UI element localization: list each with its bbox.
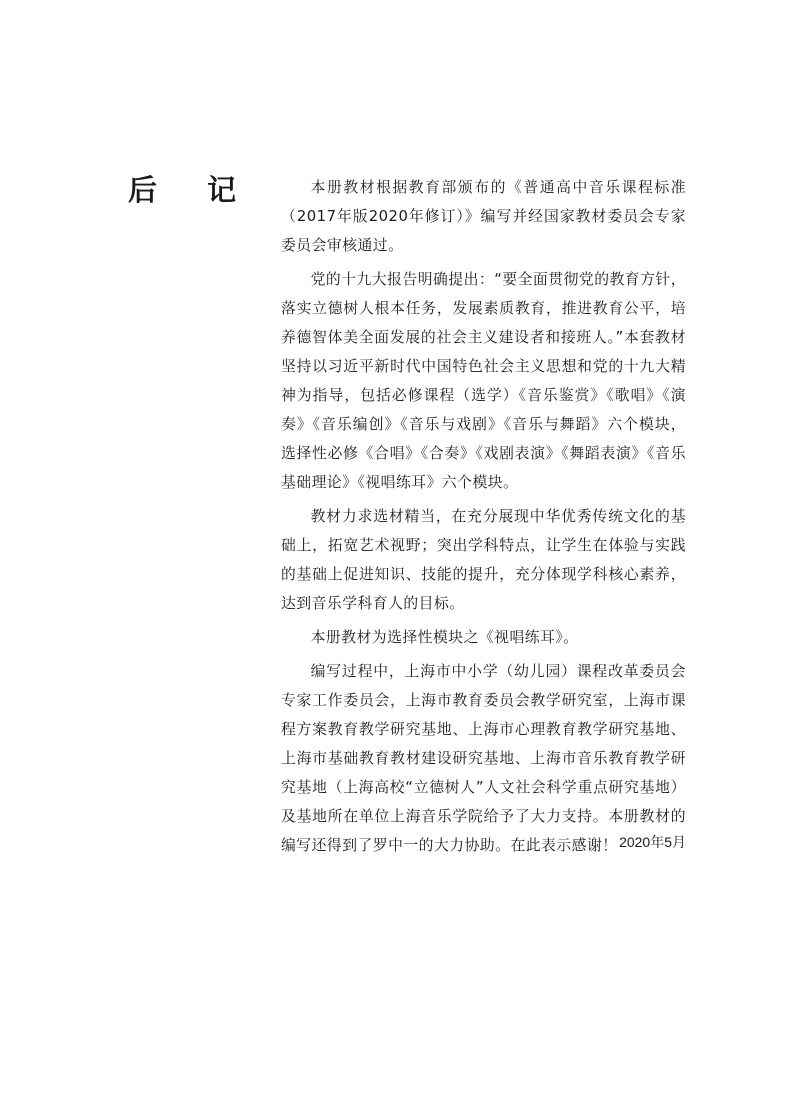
page-title: 后 记 (128, 173, 257, 207)
paragraph-3: 教材力求选材精当，在充分展现中华优秀传统文化的基础上，拓宽艺术视野；突出学科特点，让学生在体验与实践的基础上促进知识、技能的提升，充分体现学科核心素养，达到音乐学科育人的目标。 (281, 508, 686, 612)
paragraph-4: 本册教材为选择性模块之《视唱练耳》。 (310, 629, 579, 646)
paragraph-2: 党的十九大报告明确提出：“要全面贯彻党的教育方针，落实立德树人根本任务，发展素质教育，推进教育公平，培养德智体美全面发展的社会主义建设者和接班人。”本套教材坚持以习近平新时代中国特色社会主义思想和党的十九大精神为指导，包括必修课程（选学）《音乐鉴赏》《歌唱》《演奏》《音乐编创》《音乐与戏剧》《音乐与舞蹈》六个模块，选择性必修《合唱》《合奏》《戏剧表演》《舞蹈表演》《音乐基础理论》《视唱练耳》六个模块。 (281, 271, 686, 491)
paragraph-5: 编写过程中，上海市中小学（幼儿园）课程改革委员会专家工作委员会，上海市教育委员会教学研究室，上海市课程方案教育教学研究基地、上海市心理教育教学研究基地、上海市基础教育教材建设研究基地、上海市音乐教育教学研究基地（上海高校“立德树人”人文社会科学重点研究基地）及基地所在单位上海音乐学院给予了大力支持。本册教材的编写还得到了罗中一的大力协助。在此表示感谢！ (281, 663, 686, 854)
date-line: 2020年5月 (619, 834, 686, 850)
afterword-body (281, 173, 686, 865)
paragraph-1: 本册教材根据教育部颁布的《普通高中音乐课程标准（2017年版2020年修订）》编写并经国家教材委员会专家委员会审核通过。 (281, 179, 686, 254)
